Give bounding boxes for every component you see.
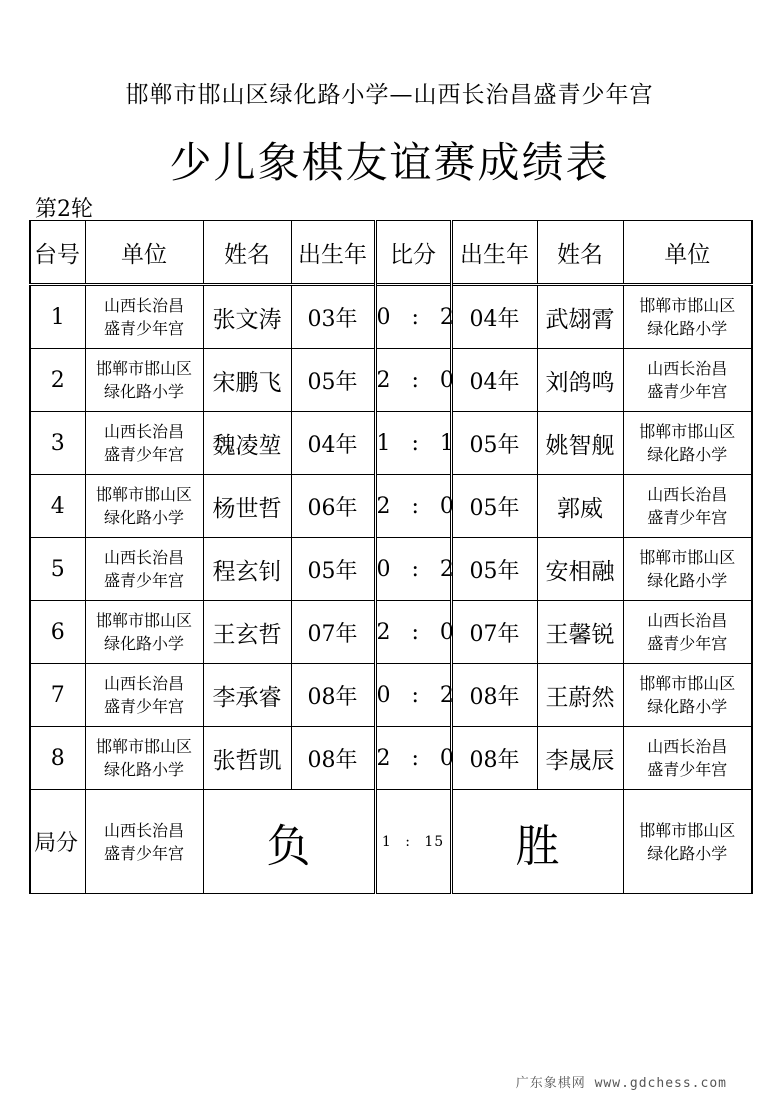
table-number: 8 bbox=[30, 727, 85, 790]
player-left: 张哲凯 bbox=[203, 727, 291, 790]
player-left: 程玄钊 bbox=[203, 538, 291, 601]
player-left: 杨世哲 bbox=[203, 475, 291, 538]
total-unit-left-line-1: 山西长治昌 bbox=[103, 820, 184, 840]
unit-left bbox=[85, 285, 203, 349]
player-right: 安相融 bbox=[537, 538, 623, 601]
unit-left bbox=[85, 412, 203, 475]
score-separator: : bbox=[411, 745, 421, 771]
table-row bbox=[30, 349, 752, 412]
footer-watermark: 广东象棋网 www.gdchess.com bbox=[515, 1076, 727, 1091]
unit-right bbox=[623, 412, 752, 475]
unit-left-line-2: 绿化路小学 bbox=[103, 382, 184, 401]
unit-right-line-1: 邯郸市邯山区 bbox=[639, 548, 736, 567]
unit-left-line-2: 绿化路小学 bbox=[103, 508, 184, 527]
unit-right bbox=[623, 601, 752, 664]
total-unit-right-line-1: 邯郸市邯山区 bbox=[639, 820, 736, 840]
birth-year-left: 08年 bbox=[291, 664, 375, 727]
unit-right bbox=[623, 475, 752, 538]
unit-left-line-2: 盛青少年宫 bbox=[103, 445, 184, 464]
score-separator: : bbox=[411, 556, 421, 582]
birth-year-right: 05年 bbox=[451, 412, 537, 475]
birth-year-right: 05年 bbox=[451, 538, 537, 601]
score-left: 0 bbox=[376, 304, 393, 330]
total-score-left: 1 bbox=[381, 833, 392, 850]
score-left: 2 bbox=[376, 745, 393, 771]
unit-left-line-2: 盛青少年宫 bbox=[103, 697, 184, 716]
birth-year-left: 05年 bbox=[291, 349, 375, 412]
unit-left bbox=[85, 475, 203, 538]
table-row bbox=[30, 664, 752, 727]
table-number: 3 bbox=[30, 412, 85, 475]
unit-left-line-1: 山西长治昌 bbox=[103, 674, 184, 693]
header-name-left: 姓名 bbox=[203, 221, 291, 285]
header-unit-left: 单位 bbox=[85, 221, 203, 285]
birth-year-left: 06年 bbox=[291, 475, 375, 538]
game-score bbox=[375, 412, 456, 475]
page-title: 少儿象棋友谊赛成绩表 bbox=[169, 138, 610, 187]
unit-right-line-1: 山西长治昌 bbox=[647, 611, 728, 630]
header-row bbox=[30, 221, 752, 285]
unit-left-line-1: 邯郸市邯山区 bbox=[95, 485, 192, 504]
unit-right-line-1: 邯郸市邯山区 bbox=[639, 296, 736, 315]
total-label: 局分 bbox=[30, 790, 85, 894]
score-separator: : bbox=[411, 304, 421, 330]
game-score bbox=[375, 349, 456, 412]
unit-right-line-2: 绿化路小学 bbox=[647, 697, 728, 716]
table-row bbox=[30, 727, 752, 790]
unit-right-line-2: 盛青少年宫 bbox=[647, 634, 728, 653]
unit-right-line-1: 山西长治昌 bbox=[647, 485, 728, 504]
score-left: 2 bbox=[376, 619, 393, 645]
player-right: 武翃霄 bbox=[537, 285, 623, 349]
unit-right-line-2: 盛青少年宫 bbox=[647, 508, 728, 527]
birth-year-left: 08年 bbox=[291, 727, 375, 790]
birth-year-right: 08年 bbox=[451, 727, 537, 790]
header-table-no: 台号 bbox=[30, 221, 85, 285]
unit-left-line-1: 邯郸市邯山区 bbox=[95, 737, 192, 756]
unit-right bbox=[623, 538, 752, 601]
player-right: 王馨锐 bbox=[537, 601, 623, 664]
score-left: 2 bbox=[376, 367, 393, 393]
table-number: 5 bbox=[30, 538, 85, 601]
unit-right-line-2: 绿化路小学 bbox=[647, 319, 728, 338]
birth-year-left: 03年 bbox=[291, 285, 375, 349]
unit-right bbox=[623, 664, 752, 727]
player-right: 王蔚然 bbox=[537, 664, 623, 727]
unit-right bbox=[623, 727, 752, 790]
score-separator: : bbox=[411, 619, 421, 645]
game-score bbox=[375, 475, 456, 538]
birth-year-right: 04年 bbox=[451, 285, 537, 349]
score-right: 0 bbox=[439, 745, 456, 771]
birth-year-left: 05年 bbox=[291, 538, 375, 601]
unit-left-line-1: 邯郸市邯山区 bbox=[95, 359, 192, 378]
unit-right-line-1: 邯郸市邯山区 bbox=[639, 422, 736, 441]
total-unit-right bbox=[623, 790, 752, 894]
player-right: 李晟辰 bbox=[537, 727, 623, 790]
total-score-right: 15 bbox=[424, 833, 445, 850]
player-left: 李承睿 bbox=[203, 664, 291, 727]
unit-right-line-2: 绿化路小学 bbox=[647, 571, 728, 590]
unit-left-line-1: 山西长治昌 bbox=[103, 548, 184, 567]
table-row bbox=[30, 285, 752, 349]
total-score bbox=[375, 790, 451, 894]
unit-left bbox=[85, 727, 203, 790]
player-right: 郭威 bbox=[537, 475, 623, 538]
total-score-separator: : bbox=[405, 833, 411, 850]
unit-right-line-2: 盛青少年宫 bbox=[647, 760, 728, 779]
score-left: 0 bbox=[376, 682, 393, 708]
birth-year-right: 04年 bbox=[451, 349, 537, 412]
birth-year-right: 05年 bbox=[451, 475, 537, 538]
score-separator: : bbox=[411, 682, 421, 708]
table-row bbox=[30, 412, 752, 475]
header-name-right: 姓名 bbox=[537, 221, 623, 285]
score-right: 0 bbox=[439, 367, 456, 393]
unit-left-line-2: 盛青少年宫 bbox=[103, 319, 184, 338]
game-score bbox=[375, 601, 456, 664]
unit-right bbox=[623, 285, 752, 349]
player-left: 宋鹏飞 bbox=[203, 349, 291, 412]
score-left: 0 bbox=[376, 556, 393, 582]
table-number: 2 bbox=[30, 349, 85, 412]
game-score bbox=[375, 538, 456, 601]
unit-left bbox=[85, 664, 203, 727]
unit-right-line-2: 绿化路小学 bbox=[647, 445, 728, 464]
total-result-left: 负 bbox=[203, 790, 375, 894]
score-right: 0 bbox=[439, 619, 456, 645]
header-unit-right: 单位 bbox=[623, 221, 752, 285]
player-left: 王玄哲 bbox=[203, 601, 291, 664]
birth-year-left: 07年 bbox=[291, 601, 375, 664]
unit-left-line-2: 绿化路小学 bbox=[103, 760, 184, 779]
table-number: 4 bbox=[30, 475, 85, 538]
total-unit-left-line-2: 盛青少年宫 bbox=[103, 843, 184, 863]
score-right: 2 bbox=[439, 304, 456, 330]
score-separator: : bbox=[411, 430, 421, 456]
unit-right-line-1: 山西长治昌 bbox=[647, 737, 728, 756]
player-right: 刘鸽鸣 bbox=[537, 349, 623, 412]
round-label: 第2轮 bbox=[35, 197, 93, 222]
event-subtitle: 邯郸市邯山区绿化路小学—山西长治昌盛青少年宫 bbox=[125, 82, 654, 108]
unit-right-line-1: 邯郸市邯山区 bbox=[639, 674, 736, 693]
unit-left-line-1: 邯郸市邯山区 bbox=[95, 611, 192, 630]
score-right: 1 bbox=[439, 430, 456, 456]
total-unit-left bbox=[85, 790, 203, 894]
header-score: 比分 bbox=[375, 221, 451, 285]
unit-left-line-2: 盛青少年宫 bbox=[103, 571, 184, 590]
birth-year-left: 04年 bbox=[291, 412, 375, 475]
score-right: 2 bbox=[439, 682, 456, 708]
total-row bbox=[30, 790, 752, 894]
score-right: 2 bbox=[439, 556, 456, 582]
score-left: 2 bbox=[376, 493, 393, 519]
table-number: 6 bbox=[30, 601, 85, 664]
game-score bbox=[375, 285, 456, 349]
total-unit-right-line-2: 绿化路小学 bbox=[647, 843, 728, 863]
birth-year-right: 08年 bbox=[451, 664, 537, 727]
unit-left bbox=[85, 601, 203, 664]
total-result-right: 胜 bbox=[451, 790, 623, 894]
score-left: 1 bbox=[376, 430, 393, 456]
birth-year-right: 07年 bbox=[451, 601, 537, 664]
unit-left bbox=[85, 349, 203, 412]
game-score bbox=[375, 727, 456, 790]
unit-right bbox=[623, 349, 752, 412]
table-number: 1 bbox=[30, 285, 85, 349]
unit-left bbox=[85, 538, 203, 601]
game-score bbox=[375, 664, 456, 727]
table-number: 7 bbox=[30, 664, 85, 727]
score-right: 0 bbox=[439, 493, 456, 519]
header-birth-right: 出生年 bbox=[451, 221, 537, 285]
unit-left-line-1: 山西长治昌 bbox=[103, 422, 184, 441]
score-separator: : bbox=[411, 493, 421, 519]
table-row bbox=[30, 538, 752, 601]
unit-left-line-2: 绿化路小学 bbox=[103, 634, 184, 653]
player-left: 魏凌堃 bbox=[203, 412, 291, 475]
table-row bbox=[30, 601, 752, 664]
unit-right-line-1: 山西长治昌 bbox=[647, 359, 728, 378]
header-birth-left: 出生年 bbox=[291, 221, 375, 285]
results-table bbox=[29, 220, 753, 894]
player-right: 姚智舰 bbox=[537, 412, 623, 475]
table-row bbox=[30, 475, 752, 538]
player-left: 张文涛 bbox=[203, 285, 291, 349]
unit-right-line-2: 盛青少年宫 bbox=[647, 382, 728, 401]
unit-left-line-1: 山西长治昌 bbox=[103, 296, 184, 315]
score-separator: : bbox=[411, 367, 421, 393]
